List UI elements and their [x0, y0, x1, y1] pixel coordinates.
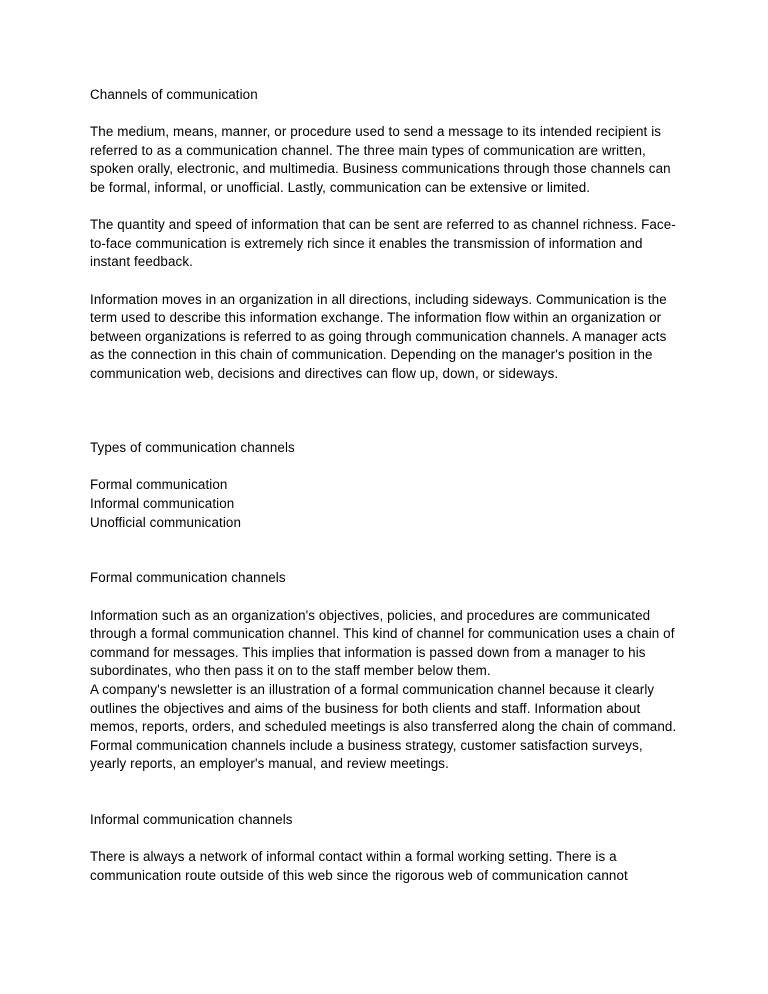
paragraph-formal-definition: Information such as an organization's objectives, policies, and procedures are communicated through a formal communication channel. This kind of channel for communication uses a chain of command for messages. This implies that information is passed down from a manager to his subordinates, who then pass it on to the staff member below them.: [90, 607, 675, 679]
paragraph-informal-network: There is always a network of informal contact within a formal working setting. There is a communication route outside of this web since the rigorous web of communication cannot: [90, 849, 628, 883]
paragraph-newsletter-example: A company's newsletter is an illustration of a formal communication channel because it clearly outlines the objectives and aims of the business for both clients and staff. Information about memos, reports, orders, and scheduled meetings is also transferred along the chain of command.: [90, 682, 677, 735]
paragraph-channel-definition: The medium, means, manner, or procedure used to send a message to its intended recipient is referred to as a communication channel. The three main types of communication are written, spoken orally, electronic, and multimedia. Business communications through those channels can be formal, informal, or unofficial. Lastly, communication can be extensive or limited.: [90, 124, 671, 195]
paragraph-formal-examples: Formal communication channels include a business strategy, customer satisfaction surveys, yearly reports, an employer's manual, and review meetings.: [90, 737, 643, 772]
section-heading-informal: Informal communication channels: [90, 812, 293, 828]
section-heading-types: Types of communication channels: [90, 440, 295, 456]
doc-title: Channels of communication: [90, 87, 258, 102]
list-line-unofficial: Unofficial communication: [90, 514, 242, 530]
paragraph-channel-richness: The quantity and speed of information that can be sent are referred to as channel richness. Face-to-face communication is extremely rich since it enables the transmission of information and instant feedback.: [90, 217, 676, 270]
paragraph-information-flow: Information moves in an organization in all directions, including sideways. Communication is the term used to describe this information exchange. The information flow within an organization or between organizations is referred to as going through communication channels. A manager acts as the connection in this chain of communication. Depending on the manager's position in the communication web, decisions and directives can flow up, down, or sideways.: [90, 291, 667, 381]
list-line-formal: Formal communication: [90, 477, 228, 493]
section-heading-formal: Formal communication channels: [90, 570, 286, 586]
list-line-informal: Informal communication: [90, 496, 235, 512]
